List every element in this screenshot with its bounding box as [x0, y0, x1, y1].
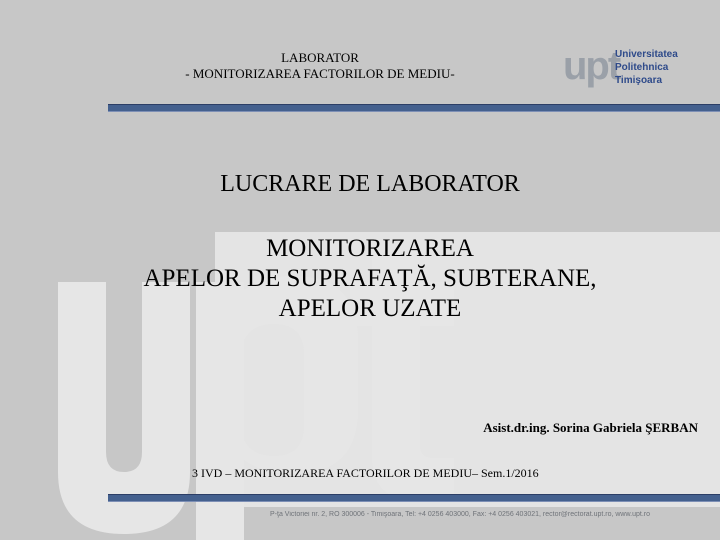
- logo-mark: upt: [563, 44, 620, 88]
- subtitle-line-1: MONITORIZAREA: [266, 235, 474, 262]
- header-line-1: LABORATOR: [281, 50, 359, 65]
- upt-logo: [563, 42, 678, 96]
- author-name: Asist.dr.ing. Sorina Gabriela ŞERBAN: [483, 420, 698, 435]
- page-title: LUCRARE DE LABORATOR: [220, 171, 520, 197]
- header: [140, 50, 500, 82]
- top-divider: [108, 104, 720, 112]
- subtitle-line-3: APELOR UZATE: [278, 295, 462, 322]
- logo-line-3: Timişoara: [615, 75, 663, 86]
- logo-text: [615, 48, 678, 87]
- footer-text: 3 IVD – MONITORIZAREA FACTORILOR DE MEDIU– Sem.1/2016: [192, 466, 539, 480]
- bottom-divider: [108, 494, 720, 502]
- logo-line-1: Universitatea: [615, 49, 678, 60]
- address-line: P-ţa Victoriei nr. 2, RO 300006 - Timişoara, Tel: +4 0256 403000, Fax: +4 0256 403021, rector@rectorat.upt.ro, www.upt.ro: [270, 511, 651, 518]
- slide-subtitle: [95, 234, 645, 324]
- subtitle-line-2: APELOR DE SUPRAFAŢĂ, SUBTERANE,: [143, 265, 597, 292]
- logo-line-2: Politehnica: [615, 62, 669, 73]
- header-line-2: - MONITORIZAREA FACTORILOR DE MEDIU-: [185, 66, 455, 81]
